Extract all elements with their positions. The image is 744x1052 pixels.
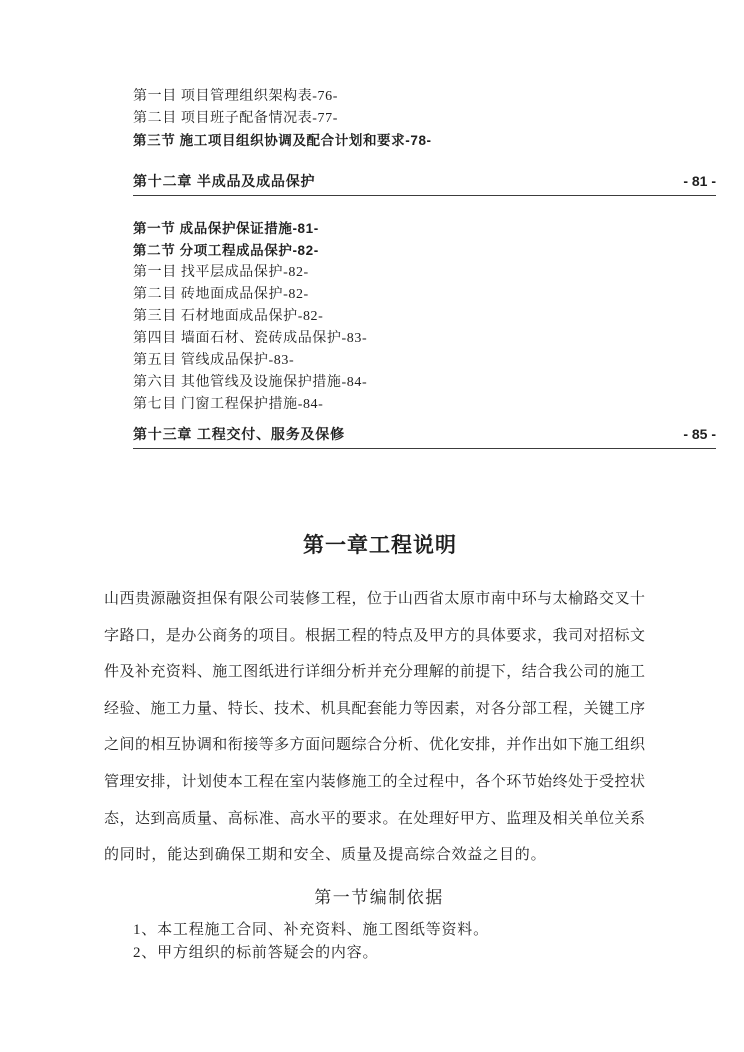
toc-chapter-page-number: - 85 - bbox=[683, 426, 716, 442]
toc-entry-item: 第一目 项目管理组织架构表-76- bbox=[133, 89, 339, 104]
toc-entry-section: 第三节 施工项目组织协调及配合计划和要求-78- bbox=[133, 133, 432, 148]
paragraph-line: 的同时，能达到确保工期和安全、质量及提高综合效益之目的。 bbox=[104, 847, 547, 864]
chapter-1-title: 第一章工程说明 bbox=[303, 533, 457, 557]
toc-entry-item: 第三目 石材地面成品保护-82- bbox=[133, 309, 324, 324]
paragraph-line: 山西贵源融资担保有限公司装修工程，位于山西省太原市南中环与太榆路交叉十 bbox=[104, 591, 645, 607]
toc-entry-item: 第二目 砖地面成品保护-82- bbox=[133, 287, 309, 302]
paragraph-line: 经验、施工力量、特长、技术、机具配套能力等因素，对各分部工程，关键工序 bbox=[104, 700, 645, 717]
toc-entry-item: 第七目 门窗工程保护措施-84- bbox=[133, 397, 324, 412]
toc-chapter-title: 第十三章 工程交付、服务及保修 bbox=[133, 426, 345, 442]
basis-reference-list bbox=[133, 919, 653, 964]
paragraph-line: 字路口，是办公商务的项目。根据工程的特点及甲方的具体要求，我司对招标文 bbox=[104, 627, 645, 644]
toc-chapter-title: 第十二章 半成品及成品保护 bbox=[133, 173, 316, 189]
toc-entry-item: 第六目 其他管线及设施保护措施-84- bbox=[133, 375, 368, 390]
toc-entry-chapter-13 bbox=[133, 425, 716, 449]
paragraph-line: 管理安排，计划使本工程在室内装修施工的全过程中，各个环节始终处于受控状 bbox=[104, 773, 645, 790]
section-1-title: 第一节编制依据 bbox=[314, 888, 444, 907]
list-item: 2、甲方组织的标前答疑会的内容。 bbox=[133, 944, 379, 961]
paragraph-line: 态，达到高质量、高标准、高水平的要求。在处理好甲方、监理及相关单位关系 bbox=[104, 810, 645, 827]
toc-chapter-page-number: - 81 - bbox=[683, 173, 716, 189]
chapter-1-paragraph bbox=[104, 581, 645, 874]
toc-entry-section: 第一节 成品保护保证措施-81- bbox=[133, 221, 319, 236]
paragraph-line: 之间的相互协调和衔接等多方面问题综合分析、优化安排，并作出如下施工组织 bbox=[104, 737, 645, 754]
list-item: 1、本工程施工合同、补充资料、施工图纸等资料。 bbox=[133, 922, 489, 938]
toc-entry-chapter-12 bbox=[133, 172, 716, 196]
toc-entry-item: 第一目 找平层成品保护-82- bbox=[133, 265, 309, 280]
table-of-contents bbox=[133, 86, 716, 449]
toc-entry-item: 第四目 墙面石材、瓷砖成品保护-83- bbox=[133, 331, 368, 346]
toc-entry-item: 第五目 管线成品保护-83- bbox=[133, 353, 295, 368]
toc-entry-section: 第二节 分项工程成品保护-82- bbox=[133, 243, 319, 258]
paragraph-line: 件及补充资料、施工图纸进行详细分析并充分理解的前提下，结合我公司的施工 bbox=[104, 664, 645, 681]
toc-entry-item: 第二目 项目班子配备情况表-77- bbox=[133, 111, 339, 126]
